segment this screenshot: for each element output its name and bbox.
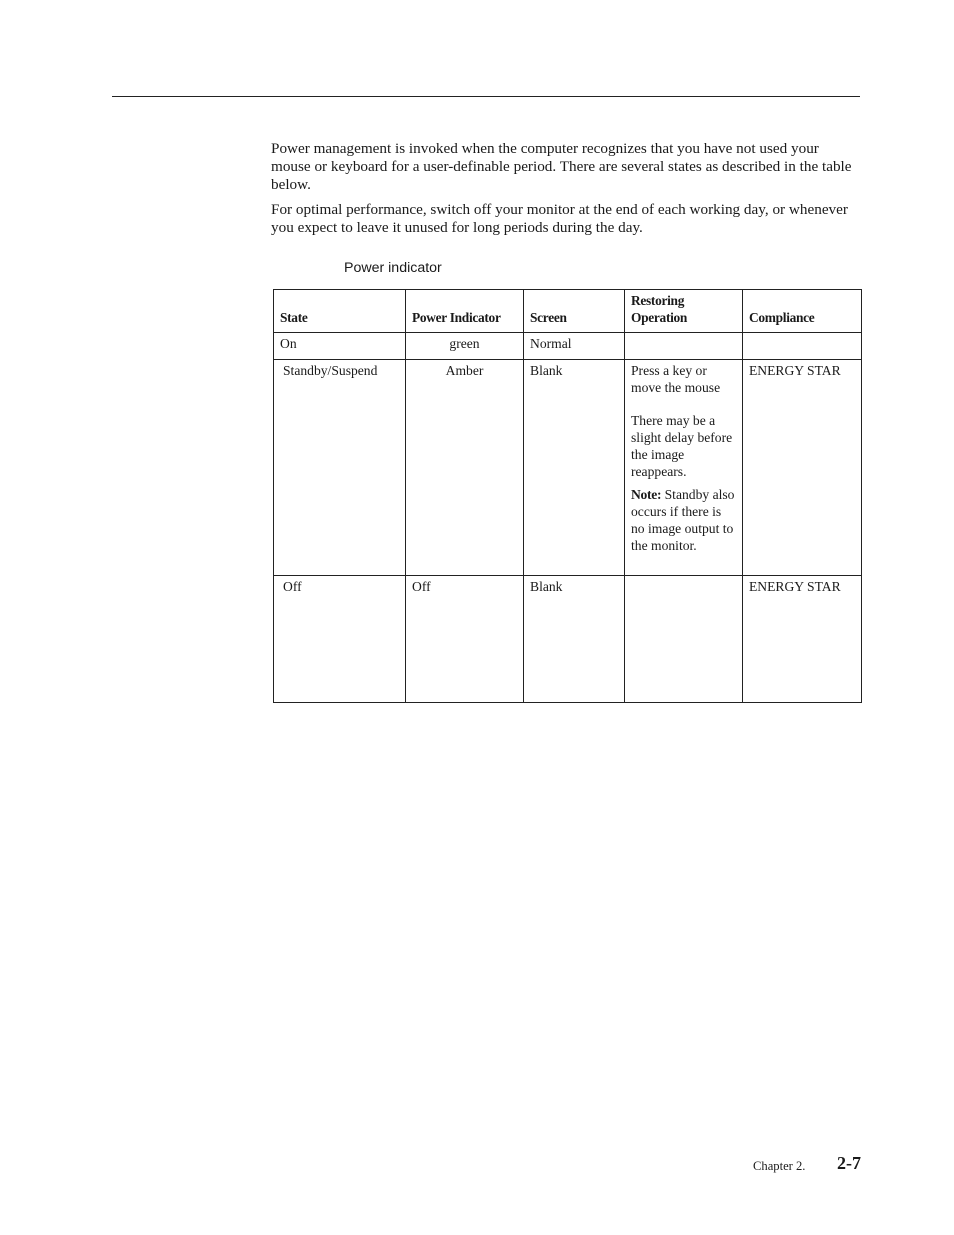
header-state: State [274,290,406,333]
cell-power-indicator: Off [406,576,524,703]
cell-screen: Blank [524,576,625,703]
header-restoring-operation: Restoring Operation [625,290,743,333]
header-power-indicator: Power Indicator [406,290,524,333]
cell-power-indicator: green [406,333,524,360]
power-states-table [273,289,862,703]
cell-state: On [274,333,406,360]
note-text: Standby also occurs if there is no image output to the monitor. [631,487,735,553]
cell-restoring-operation [625,576,743,703]
cell-power-indicator: Amber [406,360,524,576]
cell-screen: Blank [524,360,625,576]
restoring-note [631,486,736,554]
table-row [274,360,862,576]
header-compliance: Compliance [743,290,862,333]
note-label: Note: [631,487,662,502]
cell-screen: Normal [524,333,625,360]
table-row [274,576,862,703]
restoring-instruction: Press a key or move the mouse [631,363,721,395]
cell-state: Off [274,576,406,703]
cell-state: Standby/Suspend [274,360,406,576]
cell-compliance: ENERGY STAR [743,360,862,576]
table-caption: Power indicator [344,260,442,276]
cell-restoring-operation [625,333,743,360]
table-row [274,333,862,360]
intro-paragraph-2: For optimal performance, switch off your monitor at the end of each working day, or whenever you expect to leave it unused for long periods during the day. [271,201,848,236]
footer-chapter-label: Chapter 2. [753,1159,806,1173]
intro-paragraph-1: Power management is invoked when the computer recognizes that you have not used your mouse or keyboard for a user-definable period. There are several states as described in the table below. [271,140,852,193]
footer-page-number: 2-7 [837,1153,861,1173]
header-screen: Screen [524,290,625,333]
restoring-delay-text: There may be a slight delay before the image reappears. [631,413,733,479]
table-header-row [274,290,862,333]
cell-restoring-operation [625,360,743,576]
header-rule [112,96,860,97]
cell-compliance: ENERGY STAR [743,576,862,703]
cell-compliance [743,333,862,360]
